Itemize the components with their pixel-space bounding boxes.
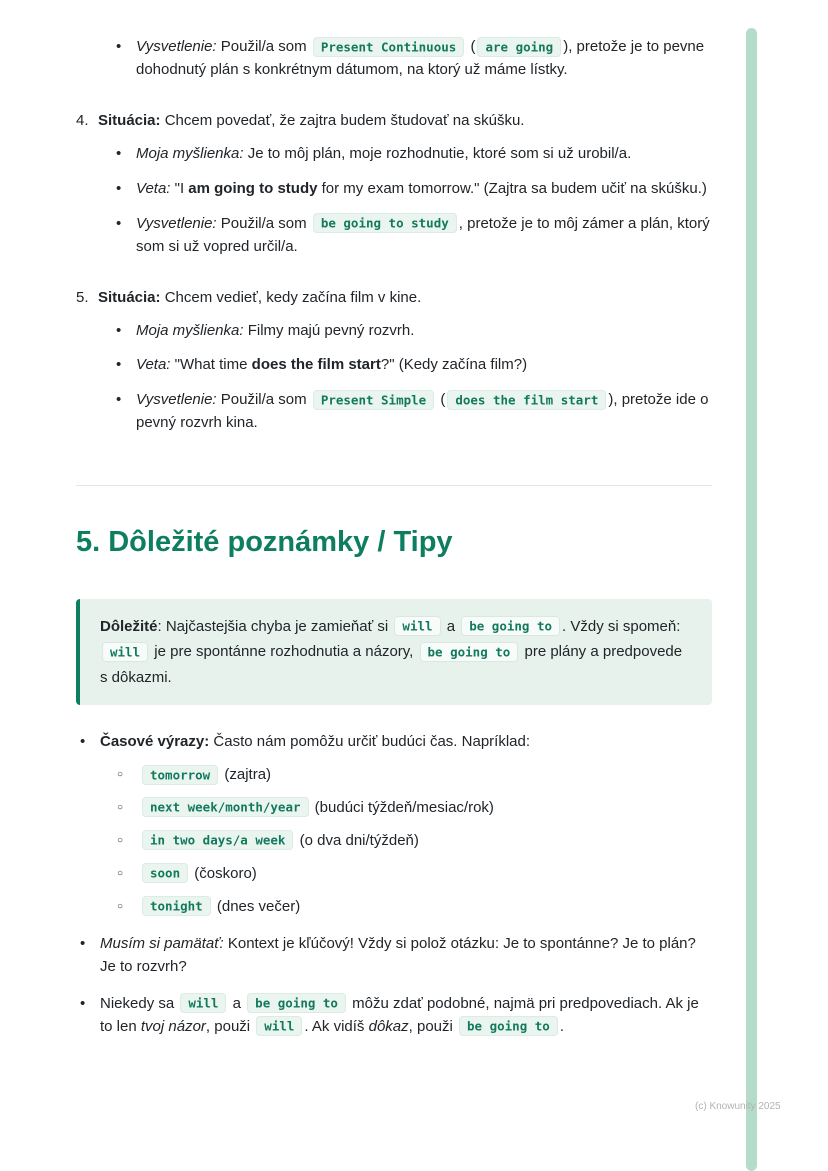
inline-code: will bbox=[256, 1016, 302, 1036]
sentence-5-text bbox=[136, 354, 712, 377]
bullet-item-sentence-5 bbox=[112, 354, 712, 377]
bullet-item-explanation-3 bbox=[112, 36, 712, 82]
sentence-4-text bbox=[136, 178, 712, 201]
time-expression-text bbox=[140, 863, 712, 886]
tip-time-expressions bbox=[76, 731, 712, 919]
text-segment: , použi bbox=[408, 1017, 458, 1035]
time-expression-item-in-two-days bbox=[116, 830, 712, 853]
text-segment: a bbox=[442, 617, 460, 635]
watermark: (c) Knowunity 2025 bbox=[695, 1101, 781, 1112]
text-segment: Vysvetlenie: bbox=[136, 214, 217, 232]
page-edge-decoration bbox=[746, 28, 757, 1171]
text-segment: (čoskoro) bbox=[190, 864, 257, 882]
numbered-item-4 bbox=[76, 110, 712, 259]
time-expression-text bbox=[140, 764, 712, 787]
thought-5-text bbox=[136, 320, 712, 343]
text-segment: Vysvetlenie: bbox=[136, 391, 217, 409]
inline-code: will bbox=[394, 616, 440, 636]
text-segment: Dôležité bbox=[100, 617, 158, 635]
text-segment: ), pretože ide o pevný rozvrh kina. bbox=[136, 391, 709, 432]
text-segment: for my exam tomorrow." (Zajtra sa budem učiť na skúšku.) bbox=[317, 179, 707, 197]
inline-code: will bbox=[102, 642, 148, 662]
explanation-3-text bbox=[136, 36, 712, 82]
tips-list bbox=[76, 731, 712, 1038]
text-segment: ), pretože je to pevne dohodnutý plán s konkrétnym dátumom, na ktorý už máme lístky. bbox=[136, 38, 705, 78]
bullet-item-explanation-5 bbox=[112, 389, 712, 435]
text-segment: Chcem povedať, že zajtra budem študovať na skúšku. bbox=[160, 111, 525, 129]
item-5-body bbox=[98, 287, 712, 436]
text-segment: ?" (Kedy začína film?) bbox=[380, 356, 528, 374]
time-expression-item-soon bbox=[116, 863, 712, 886]
text-segment: Často nám pomôžu určiť budúci čas. Napríklad: bbox=[209, 733, 531, 751]
thought-4-text bbox=[136, 143, 712, 166]
text-segment: ( bbox=[436, 391, 446, 409]
text-segment: does the film start bbox=[251, 356, 381, 374]
text-segment: Situácia: bbox=[98, 288, 161, 306]
inline-code: Present Simple bbox=[313, 390, 434, 410]
text-segment: Moja myšlienka: bbox=[136, 144, 244, 162]
inline-code: does the film start bbox=[447, 390, 606, 410]
text-segment: (o dva dni/týždeň) bbox=[295, 831, 419, 849]
text-segment: Je to môj plán, moje rozhodnutie, ktoré som si už urobil/a. bbox=[243, 144, 632, 162]
inline-code: next week/month/year bbox=[142, 797, 309, 817]
text-segment: . Vždy si spomeň: bbox=[562, 617, 681, 635]
item-5-number: 5. bbox=[76, 288, 89, 306]
text-segment: Veta: bbox=[136, 356, 171, 374]
text-segment: Časové výrazy: bbox=[100, 733, 210, 751]
text-segment: tvoj názor bbox=[140, 1017, 206, 1035]
text-segment: Niekedy sa bbox=[100, 994, 179, 1012]
inline-code: will bbox=[180, 993, 226, 1013]
text-segment: am going to study bbox=[188, 179, 318, 197]
inline-code: be going to bbox=[459, 1016, 558, 1036]
tip-will-vs-going-to bbox=[76, 993, 712, 1039]
text-segment: "What time bbox=[170, 356, 252, 374]
numbered-item-5 bbox=[76, 287, 712, 436]
time-expressions-sublist bbox=[116, 764, 712, 919]
item-4-text bbox=[98, 110, 712, 133]
time-expression-item-next-week bbox=[116, 797, 712, 820]
item-4-number: 4. bbox=[76, 111, 89, 129]
inline-code: in two days/a week bbox=[142, 830, 293, 850]
explanation-5-text bbox=[136, 389, 712, 435]
bullet-item-explanation-4 bbox=[112, 213, 712, 259]
text-segment: Chcem vedieť, kedy začína film v kine. bbox=[160, 288, 422, 306]
text-segment: . bbox=[559, 1017, 564, 1035]
inline-code: be going to study bbox=[313, 213, 457, 233]
text-segment: Veta: bbox=[136, 179, 171, 197]
text-segment: : Najčastejšia chyba je zamieňať si bbox=[157, 617, 393, 635]
item-5-text bbox=[98, 287, 712, 310]
tip-time-expressions-text bbox=[100, 731, 712, 754]
bullet-item-thought-5 bbox=[112, 320, 712, 343]
text-segment: dôkaz bbox=[368, 1017, 409, 1035]
section-divider bbox=[76, 485, 712, 486]
important-callout bbox=[76, 599, 712, 706]
text-segment: a bbox=[228, 994, 246, 1012]
inline-code: soon bbox=[142, 863, 188, 883]
text-segment: "I bbox=[170, 179, 189, 197]
inline-code: be going to bbox=[420, 642, 519, 662]
inline-code: Present Continuous bbox=[313, 37, 464, 57]
bullet-item-thought-4 bbox=[112, 143, 712, 166]
item-3-sublist bbox=[112, 30, 712, 82]
text-segment: Filmy majú pevný rozvrh. bbox=[243, 321, 415, 339]
time-expression-text bbox=[140, 896, 712, 919]
text-segment: Musím si pamätať: bbox=[100, 934, 224, 952]
document-content bbox=[76, 30, 712, 1038]
inline-code: are going bbox=[477, 37, 561, 57]
item-4-sublist bbox=[112, 143, 712, 259]
text-segment: Situácia: bbox=[98, 111, 161, 129]
tip-will-vs-going-to-text bbox=[100, 993, 712, 1039]
inline-code: be going to bbox=[461, 616, 560, 636]
text-segment: Použil/a som bbox=[216, 38, 311, 55]
text-segment: Kontext je kľúčový! Vždy si polož otázku: Je to spontánne? Je to plán? Je to rozvrh? bbox=[100, 934, 696, 975]
text-segment: (budúci týždeň/mesiac/rok) bbox=[310, 798, 494, 816]
explanation-4-text bbox=[136, 213, 712, 259]
item-4-body bbox=[98, 110, 712, 259]
text-segment: pre plány a predpovede s dôkazmi. bbox=[100, 643, 683, 686]
inline-code: tomorrow bbox=[142, 765, 218, 785]
bullet-item-sentence-4 bbox=[112, 178, 712, 201]
time-expression-item-tomorrow bbox=[116, 764, 712, 787]
tip-remember bbox=[76, 933, 712, 979]
text-segment: (zajtra) bbox=[220, 766, 272, 784]
inline-code: be going to bbox=[247, 993, 346, 1013]
text-segment: je pre spontánne rozhodnutia a názory, bbox=[150, 643, 418, 661]
section-heading-tips: 5. Dôležité poznámky / Tipy bbox=[76, 526, 453, 559]
inline-code: tonight bbox=[142, 896, 211, 916]
time-expression-text bbox=[140, 830, 712, 853]
callout-text bbox=[100, 614, 692, 691]
tip-remember-text bbox=[100, 933, 712, 979]
text-segment: , pretože je to môj zámer a plán, ktorý som si už vopred určil/a. bbox=[136, 214, 710, 255]
text-segment: Vysvetlenie: bbox=[136, 38, 217, 55]
item-5-sublist bbox=[112, 320, 712, 436]
text-segment: (dnes večer) bbox=[212, 897, 301, 915]
text-segment: môžu zdať podobné, najmä pri predpovediach. Ak je to len bbox=[100, 994, 699, 1035]
text-segment: ( bbox=[466, 38, 476, 55]
text-segment: Použil/a som bbox=[216, 214, 311, 232]
text-segment: , použi bbox=[205, 1017, 255, 1035]
text-segment: . Ak vidíš bbox=[304, 1017, 369, 1035]
text-segment: Použil/a som bbox=[216, 391, 311, 409]
text-segment: Moja myšlienka: bbox=[136, 321, 244, 339]
time-expression-text bbox=[140, 797, 712, 820]
time-expression-item-tonight bbox=[116, 896, 712, 919]
